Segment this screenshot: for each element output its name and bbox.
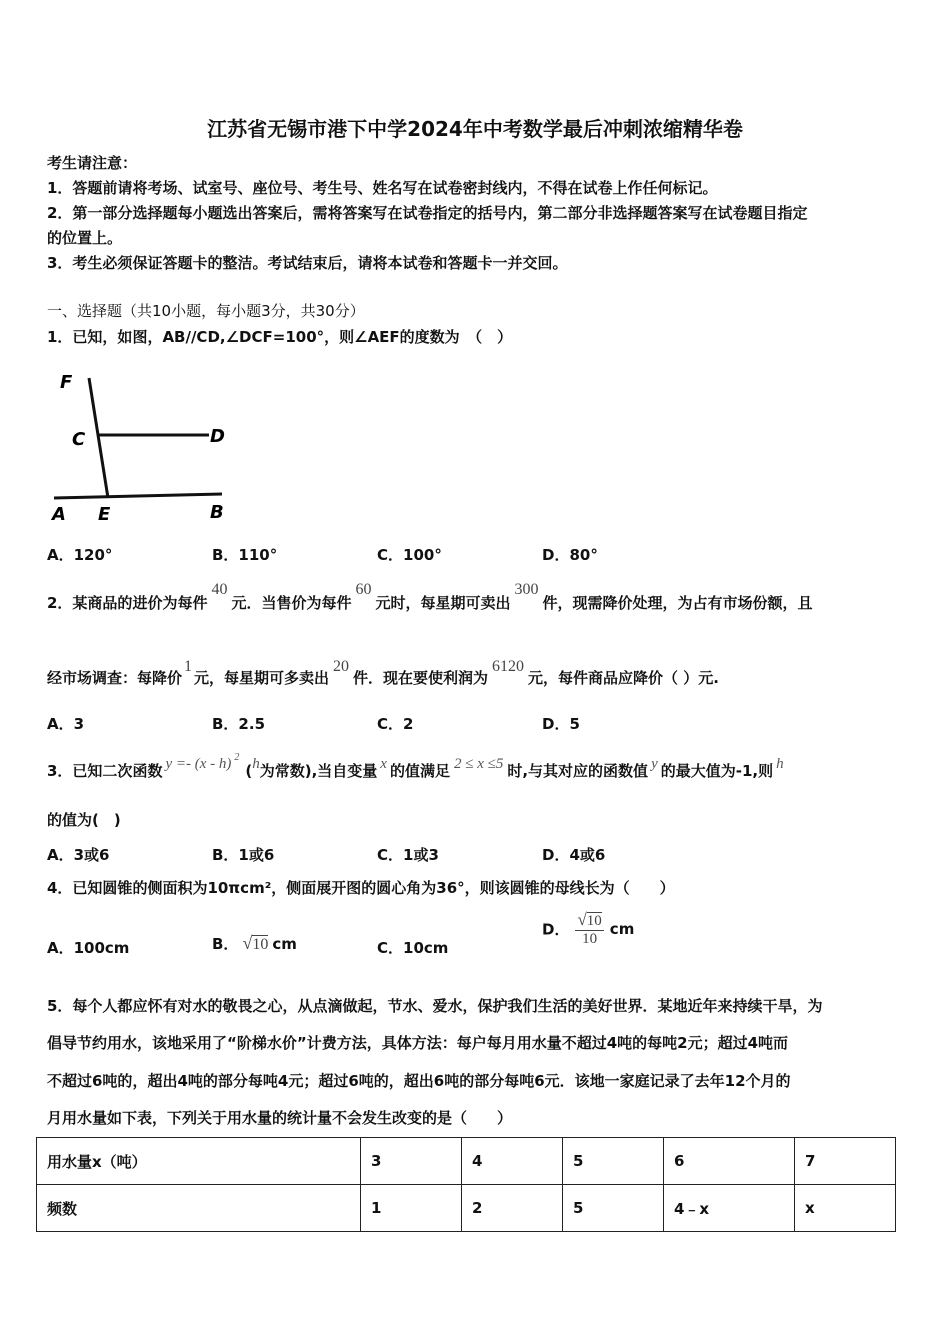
water-usage-table	[36, 1137, 896, 1232]
question-1-figure	[44, 358, 244, 528]
table-cell: 7	[795, 1138, 896, 1185]
notice-heading: 考生请注意：	[47, 154, 138, 172]
table-cell: 4﹣x	[664, 1185, 795, 1232]
q4-option-b[interactable]: B． √10 cm	[212, 933, 297, 953]
table-cell: 5	[563, 1138, 664, 1185]
label-f: F	[60, 372, 73, 393]
line-ab	[54, 494, 222, 498]
question-5-line-1: 5．每个人都应怀有对水的敬畏之心，从点滴做起，节水、爱水，保护我们生活的美好世界．某地近年来持续干旱，为	[47, 997, 823, 1015]
page-title: 江苏省无锡市港下中学2024年中考数学最后冲刺浓缩精华卷	[207, 117, 743, 141]
notice-item-3: 3．考生必须保证答题卡的整洁。考试结束后，请将本试卷和答题卡一并交回。	[47, 254, 568, 272]
notice-item-2: 2．第一部分选择题每小题选出答案后，需将答案写在试卷指定的括号内，第二部分非选择题答案写在试卷题目指定	[47, 204, 808, 222]
question-5-line-3: 不超过6吨的，超出4吨的部分每吨4元；超过6吨的，超出6吨的部分每吨6元．该地一家庭记录了去年12个月的	[47, 1072, 791, 1090]
label-c: C	[72, 429, 86, 450]
q2-option-a[interactable]: A．3	[47, 715, 85, 733]
line-fe	[89, 378, 108, 498]
question-4-text: 4．已知圆锥的侧面积为10πcm²，侧面展开图的圆心角为36°，则该圆锥的母线长为（ ）	[47, 879, 675, 897]
table-cell: 4	[462, 1138, 563, 1185]
question-5-line-4: 月用水量如下表，下列关于用水量的统计量不会发生改变的是（ ）	[47, 1109, 513, 1127]
label-b: B	[210, 502, 224, 523]
label-e: E	[98, 504, 111, 525]
q3-option-b[interactable]: B．1或6	[212, 846, 275, 864]
q2-option-c[interactable]: C．2	[377, 715, 414, 733]
q1-option-b[interactable]: B．110°	[212, 546, 278, 564]
q2-option-b[interactable]: B．2.5	[212, 715, 266, 733]
table-cell: 用水量x（吨）	[37, 1138, 361, 1185]
table-cell: 1	[361, 1185, 462, 1232]
notice-item-1: 1．答题前请将考场、试室号、座位号、考生号、姓名写在试卷密封线内，不得在试卷上作任何标记。	[47, 179, 718, 197]
section-heading: 一、选择题（共10小题，每小题3分，共30分）	[47, 302, 365, 320]
label-d: D	[210, 426, 225, 447]
question-2-line-1: 2．某商品的进价为每件40元．当售价为每件60元时，每星期可卖出300件，现需降价处理，为占有市场份额，且	[47, 581, 813, 612]
table-row	[37, 1138, 896, 1185]
q3-option-c[interactable]: C．1或3	[377, 846, 439, 864]
question-3-line-2: 的值为( )	[47, 811, 121, 829]
q4-option-d[interactable]: D． $\frac{√10}{10}$ cm	[542, 910, 635, 947]
table-cell: 3	[361, 1138, 462, 1185]
label-a: A	[52, 504, 66, 525]
notice-item-2-cont: 的位置上。	[47, 229, 123, 247]
question-3-line-1: 3．已知二次函数 y =- (x - h) $^2$(h为常数),当自变量 x 的值满足 2 ≤ x ≤5 时,与其对应的函数值 y 的最大值为-1,则 h	[47, 752, 784, 780]
table-row	[37, 1185, 896, 1232]
question-5-line-2: 倡导节约用水，该地采用了“阶梯水价”计费方法，具体方法：每户每月用水量不超过4吨的每吨2元；超过4吨而	[47, 1034, 789, 1052]
question-1-text: 1．已知，如图，AB//CD,∠DCF=100°，则∠AEF的度数为 （ ）	[47, 328, 513, 346]
table-cell: 频数	[37, 1185, 361, 1232]
table-cell: 2	[462, 1185, 563, 1232]
q2-option-d[interactable]: D．5	[542, 715, 580, 733]
q4-option-c[interactable]: C．10cm	[377, 939, 449, 957]
q1-option-d[interactable]: D．80°	[542, 546, 598, 564]
q1-option-a[interactable]: A．120°	[47, 546, 113, 564]
q3-option-a[interactable]: A．3或6	[47, 846, 110, 864]
q4-option-a[interactable]: A．100cm	[47, 939, 130, 957]
question-2-line-2: 经市场调查：每降价1元，每星期可多卖出20件．现在要使利润为6120元，每件商品应降价（ ）元.	[47, 658, 719, 687]
q3-option-d[interactable]: D．4或6	[542, 846, 606, 864]
q1-option-c[interactable]: C．100°	[377, 546, 442, 564]
table-cell: 5	[563, 1185, 664, 1232]
table-cell: x	[795, 1185, 896, 1232]
table-cell: 6	[664, 1138, 795, 1185]
